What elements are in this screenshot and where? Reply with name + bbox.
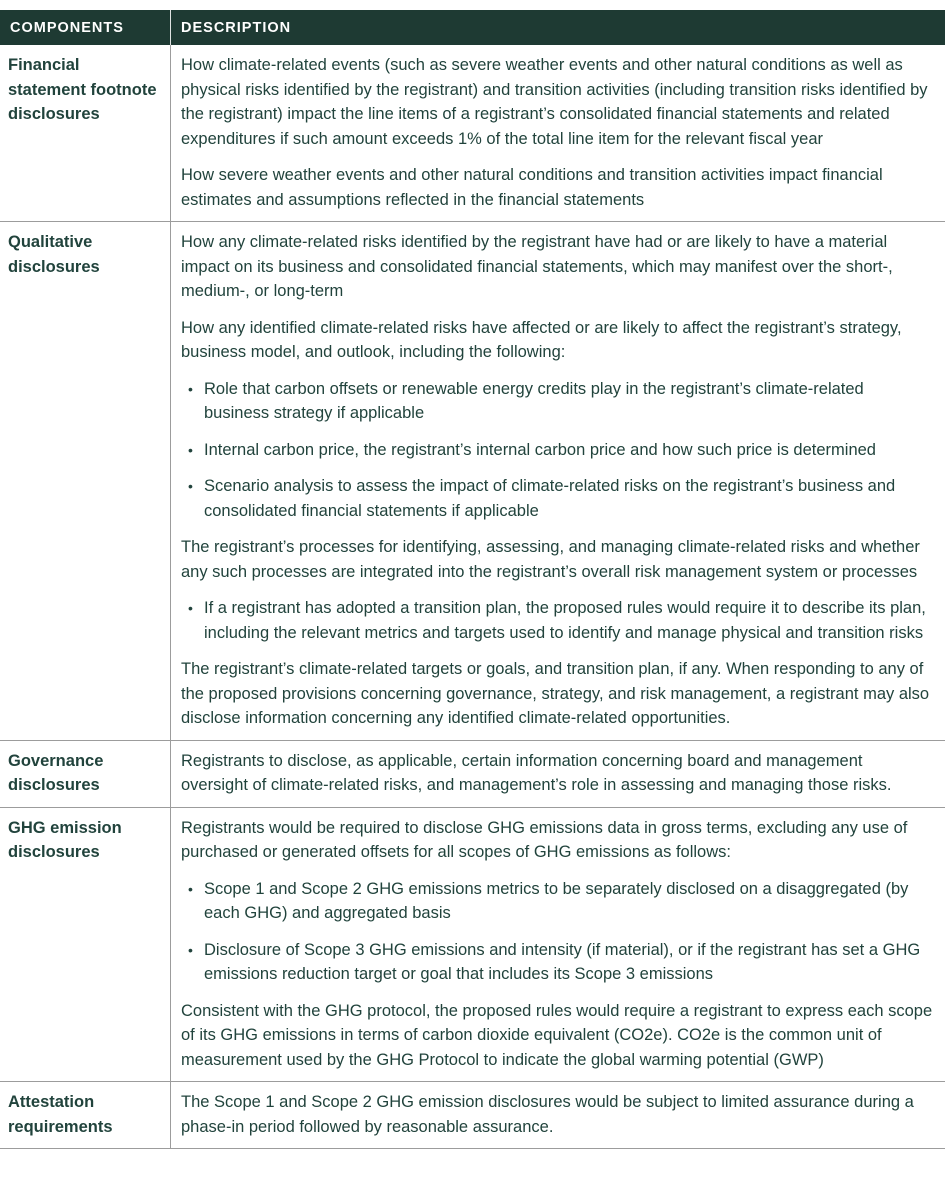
components-description-table xyxy=(0,10,945,1149)
description-cell xyxy=(170,808,945,1082)
description-paragraph: The registrant’s climate-related targets or goals, and transition plan, if any. When responding to any of the proposed provisions concerning governance, strategy, and risk management, a registrant may also disclose information concerning any identified climate-related opportunities. xyxy=(181,660,930,727)
bullet-icon: • xyxy=(188,880,193,897)
table-body xyxy=(0,45,945,1149)
description-cell xyxy=(170,1082,945,1148)
description-cell xyxy=(170,741,945,807)
description-cell xyxy=(170,222,945,740)
description-paragraph: Consistent with the GHG protocol, the proposed rules would require a registrant to express each scope of its GHG emissions in terms of carbon dioxide equivalent (CO2e). CO2e is the common unit of measurement used by the GHG Protocol to indicate the global warming potential (GWP) xyxy=(181,1001,933,1069)
component-cell: Governance disclosures xyxy=(8,751,104,794)
description-paragraph: The registrant’s processes for identifying, assessing, and managing climate-related risks and whether any such processes are integrated into the registrant’s overall risk management system or processes xyxy=(181,538,920,581)
bullet-text: Disclosure of Scope 3 GHG emissions and intensity (if material), or if the registrant has set a GHG emissions reduction target or goal that includes its Scope 3 emissions xyxy=(204,940,921,983)
description-paragraph: How severe weather events and other natural conditions and transition activities impact financial estimates and assumptions reflected in the financial statements xyxy=(181,166,883,209)
bullet-icon: • xyxy=(188,941,193,958)
table-row xyxy=(0,222,945,741)
description-paragraph: The Scope 1 and Scope 2 GHG emission disclosures would be subject to limited assurance during a phase-in period followed by reasonable assurance. xyxy=(181,1093,914,1136)
bullet-item xyxy=(181,474,933,523)
bullet-icon: • xyxy=(188,478,193,494)
description-paragraph: How any identified climate-related risks have affected or are likely to affect the registrant’s strategy, business model, and outlook, including the following: xyxy=(181,318,902,361)
bullet-text: If a registrant has adopted a transition plan, the proposed rules would require it to describe its plan, including the relevant metrics and targets used to identify and manage physical and transition risks xyxy=(204,599,926,642)
bullet-item xyxy=(181,438,933,463)
bullet-icon: • xyxy=(188,380,193,397)
bullet-text: Scope 1 and Scope 2 GHG emissions metrics to be separately disclosed on a disaggregated (by each GHG) and aggregated basis xyxy=(204,879,909,922)
bullet-icon: • xyxy=(188,441,193,458)
bullet-item xyxy=(181,938,933,987)
bullet-text: Scenario analysis to assess the impact of climate-related risks on the registrant’s business and consolidated financial statements if applicable xyxy=(204,477,896,520)
table-row xyxy=(0,808,945,1083)
bullet-icon: • xyxy=(188,600,193,616)
description-column-header: DESCRIPTION xyxy=(170,10,945,45)
bullet-text: Role that carbon offsets or renewable energy credits play in the registrant’s climate-related business strategy if applicable xyxy=(204,379,864,422)
bullet-item xyxy=(181,877,933,926)
description-paragraph: How any climate-related risks identified by the registrant have had or are likely to have a material impact on its business and consolidated financial statements, which may manifest over the short-, medium-, or long-term xyxy=(181,233,893,300)
table-row xyxy=(0,45,945,222)
description-paragraph: Registrants to disclose, as applicable, certain information concerning board and management oversight of climate-related risks, and management’s role in assessing and managing those risks. xyxy=(181,751,892,794)
table-header-row xyxy=(0,10,945,45)
component-cell: Attestation requirements xyxy=(8,1093,113,1136)
bullet-item xyxy=(181,377,933,426)
bullet-item xyxy=(181,596,933,645)
description-cell xyxy=(170,45,945,221)
component-cell: Qualitative disclosures xyxy=(8,233,100,276)
component-cell: Financial statement footnote disclosures xyxy=(8,56,157,123)
component-cell: GHG emission disclosures xyxy=(8,818,122,861)
description-paragraph: How climate-related events (such as severe weather events and other natural conditions as well as physical risks identified by the registrant) and transition activities (including transition risks identified by the registrant) impact the line items of a registrant’s consolidated financial statements and related expenditures if such amount exceeds 1% of the total line item for the relevant fiscal year xyxy=(181,56,928,148)
table-row xyxy=(0,1082,945,1149)
components-column-header: COMPONENTS xyxy=(10,19,124,36)
description-paragraph: Registrants would be required to disclose GHG emissions data in gross terms, excluding any use of purchased or generated offsets for all scopes of GHG emissions as follows: xyxy=(181,818,908,861)
bullet-text: Internal carbon price, the registrant’s internal carbon price and how such price is determined xyxy=(204,440,876,459)
table-row xyxy=(0,741,945,808)
